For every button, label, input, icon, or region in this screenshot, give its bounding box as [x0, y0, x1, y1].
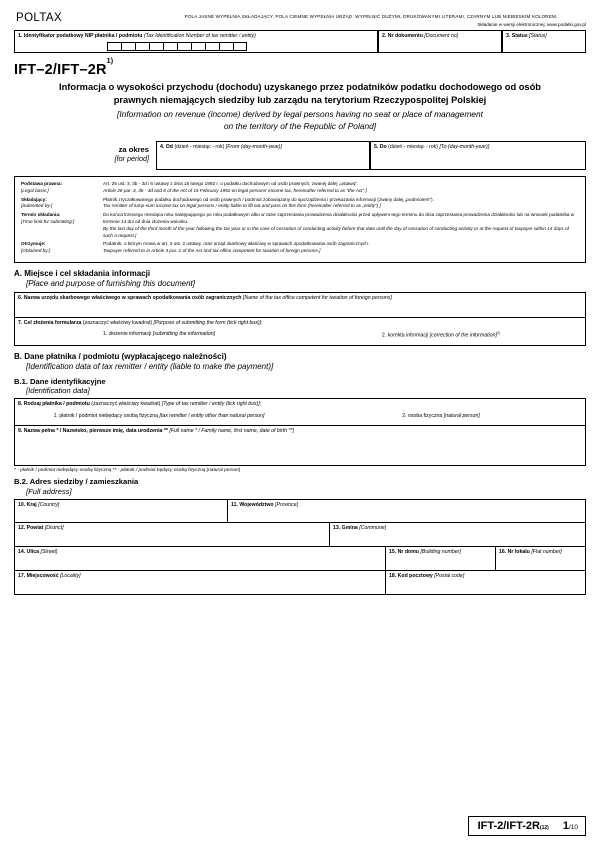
- legal-value-en: By the last day of the third month of the year following the tax year or in the case of cessation of conducting activity before that date until the day of cessation of conducting activity or at the request of taxpayer within 14 days of such a request.]: [103, 225, 569, 238]
- field-13-label: [333, 525, 582, 532]
- legal-value: [103, 212, 579, 241]
- section-b1-heading: [14, 377, 586, 397]
- nip-box[interactable]: [121, 42, 135, 51]
- nip-box[interactable]: [233, 42, 247, 51]
- title-en-line-2: on the territory of the Republic of Poland]: [223, 121, 377, 132]
- field-7-option-2-footnote: 2): [496, 331, 501, 336]
- field-18-label: [389, 573, 582, 580]
- field-7-hint: (zaznaczyć właściwy kwadrat): [82, 319, 153, 326]
- field-8-option-2[interactable]: [300, 413, 582, 419]
- legal-row: [21, 241, 579, 257]
- section-b-heading: [14, 352, 586, 373]
- field-9-footnote: [14, 468, 586, 473]
- field-9-full-name[interactable]: [14, 426, 586, 466]
- field-17-locality[interactable]: [14, 571, 386, 595]
- field-7-option-1[interactable]: [18, 331, 300, 339]
- nip-box[interactable]: [191, 42, 205, 51]
- field-13-commune[interactable]: [330, 523, 586, 547]
- field-7-purpose[interactable]: [14, 318, 586, 346]
- legal-key-pl: Podstawa prawna:: [21, 180, 63, 186]
- document-number-label: [382, 33, 498, 40]
- e-submission-note: Składanie w wersji elektronicznej: www.podatki.gov.pl: [477, 22, 586, 27]
- footer-form-identifier: [468, 816, 586, 836]
- field-15-label-pl: 15. Nr domu: [389, 549, 419, 556]
- form-code-text: IFT–2/IFT–2R: [14, 62, 107, 78]
- field-7-option-2-pl: 2. korekta informacji: [381, 333, 429, 340]
- field-17-label-en: [Locality]: [60, 573, 81, 580]
- field-18-label-en: [Postal code]: [434, 573, 465, 580]
- footer-page-number: [563, 820, 578, 832]
- nip-field[interactable]: [14, 30, 378, 53]
- field-7-option-1-en: [submitting the information]: [152, 331, 216, 338]
- field-8-option-1-en: [tax remitter / entity other than natural person]: [159, 412, 265, 419]
- legal-row: [21, 197, 579, 213]
- field-8-remitter-type[interactable]: [14, 398, 586, 426]
- legal-key-en: [Submitted by:]: [21, 203, 53, 209]
- field-11-province[interactable]: [228, 499, 586, 523]
- legal-value: [103, 181, 579, 197]
- field-7-option-1-pl: 1. złożenie informacji: [102, 331, 152, 338]
- section-b1-title-en: [Identification data]: [26, 386, 90, 396]
- nip-label-pl: 1. Identyfikator podatkowy NIP płatnika / podmiotu: [18, 33, 143, 39]
- field-15-label: [389, 549, 492, 556]
- legal-key: [21, 197, 103, 213]
- status-field[interactable]: [502, 30, 586, 53]
- field-17-label: [18, 573, 382, 580]
- legal-basis-block: [14, 176, 586, 263]
- field-8-option-2-pl: 2. osoba fizyczna: [402, 412, 443, 419]
- field-10-label-pl: 10. Kraj: [18, 502, 37, 509]
- period-to-label-en: [To (day-month-year)]: [439, 143, 490, 150]
- field-9-label-pl: 9. Nazwa pełna * / Nazwisko, pierwsze imię, data urodzenia **: [18, 428, 168, 435]
- section-b2-title-pl: B.2. Adres siedziby / zamieszkania: [14, 477, 139, 487]
- field-8-label-pl: 8. Rodzaj płatnika / podmiotu: [18, 401, 90, 408]
- period-from-label-pl: 4. Od: [160, 143, 173, 150]
- status-label: [506, 33, 582, 40]
- legal-value-en: Tax remitter of lump-sum income tax on legal persons / entity liable to fill out and pass on this form (hereinafter referred to as „entity”).]: [103, 203, 381, 209]
- section-b2-heading: [14, 477, 586, 497]
- section-b1-title-pl: B.1. Dane identyfikacyjne: [14, 376, 106, 386]
- field-10-label: [18, 502, 224, 509]
- page-title: [14, 81, 586, 107]
- document-number-label-pl: 2. Nr dokumentu: [382, 33, 423, 39]
- page-header: [14, 10, 586, 27]
- identification-row: [14, 30, 586, 53]
- address-row-2: [14, 523, 586, 547]
- field-8-options: [18, 413, 582, 419]
- section-a-heading: [14, 269, 586, 290]
- field-8-option-2-en: [natural person]: [443, 412, 480, 419]
- legal-key-en: [Legal basis:]: [21, 187, 49, 193]
- period-to-hint: (dzień - miesiąc - rok): [388, 143, 439, 150]
- page-title-en: [14, 109, 586, 133]
- nip-box[interactable]: [135, 42, 149, 51]
- field-10-label-en: [Country]: [38, 502, 60, 509]
- title-en-line-1: [Information on revenue (income) derived by legal persons having no seat or place of management: [117, 109, 483, 120]
- period-from-label-en: [From (day-month-year)]: [225, 143, 282, 150]
- field-8-option-1-pl: 1. płatnik / podmiot niebędący osobą fizyczną: [53, 412, 158, 419]
- legal-value-en: Taxpayer referred to in Article 3 par. 2 of the Act and tax office competent for taxation of foreign persons.]: [103, 248, 321, 254]
- section-a-title-en: [Place and purpose of furnishing this document]: [26, 279, 195, 289]
- section-b-title-pl: B. Dane płatnika / podmiotu (wypłacającego należności): [14, 351, 227, 361]
- field-6-label: [18, 295, 582, 302]
- period-from-field[interactable]: [156, 141, 370, 170]
- field-7-option-2[interactable]: [300, 331, 582, 339]
- field-14-label-pl: 14. Ulica: [18, 549, 40, 556]
- footer-form-code: IFT-2/IFT-2R: [477, 820, 540, 832]
- nip-label-en: (Tax Identification Number of tax remitter / entity): [143, 33, 256, 39]
- legal-row: [21, 181, 579, 197]
- section-b2-title-en: [Full address]: [26, 487, 72, 497]
- field-6-label-pl: 6. Nazwa urzędu skarbowego właściwego w sprawach opodatkowania osób zagranicznych: [18, 294, 242, 301]
- fill-instructions: POLA JASNE WYPEŁNIA SKŁADAJĄCY, POLA CIEMNE WYPEŁNIA URZĄD. WYPEŁNIĆ DUŻYMI, DRUKOWANYMI LITERAMI, CZARNYM LUB NIEBIESKIM KOLOREM.: [184, 14, 558, 19]
- document-number-field[interactable]: [378, 30, 502, 53]
- legal-key: [21, 181, 103, 197]
- field-12-district[interactable]: [14, 523, 330, 547]
- period-from-label: [160, 144, 366, 151]
- field-16-label-en: [Flat number]: [531, 549, 562, 556]
- period-to-label: [374, 144, 582, 151]
- status-label-pl: 3. Status: [506, 33, 528, 39]
- field-15-label-en: [Building number]: [420, 549, 461, 556]
- page-footer: [14, 816, 586, 836]
- legal-value-pl: Płatnik zryczałtowanego podatku dochodowego od osób prawnych / podmiot zobowiązany do sporządzenia i przekazania informacji (zwany dalej „podmiotem”).: [103, 196, 434, 202]
- field-12-label-pl: 12. Powiat: [18, 525, 44, 532]
- field-7-option-2-en: [correction of the information]: [429, 333, 497, 340]
- field-9-label-en: [Full name * / Family name, first name, date of birth **]: [169, 428, 294, 435]
- nip-box[interactable]: [149, 42, 163, 51]
- field-16-label-pl: 16. Nr lokalu: [499, 549, 530, 556]
- field-9-footnote-text: * - płatnik / podmiot niebędący osobą fizyczną ** - płatnik / podmiot będący osobą fizyczną: [14, 468, 206, 474]
- nip-character-boxes[interactable]: [107, 42, 247, 51]
- status-label-en: [Status]: [529, 33, 547, 39]
- field-8-hint: (zaznaczyć właściwy kwadrat): [91, 401, 161, 408]
- field-7-options: [18, 331, 582, 339]
- period-to-field[interactable]: [370, 141, 586, 170]
- legal-key: [21, 241, 103, 257]
- document-number-label-en: [Document no]: [424, 33, 459, 39]
- field-6-label-en: [Name of the tax office competent for taxation of foreign persons]: [242, 294, 392, 301]
- legal-basis-table: [21, 181, 579, 257]
- field-11-label: [231, 502, 582, 509]
- field-8-option-1[interactable]: [18, 413, 300, 419]
- field-8-label: [18, 401, 582, 408]
- field-6-tax-office[interactable]: [14, 292, 586, 318]
- nip-box[interactable]: [163, 42, 177, 51]
- field-16-flat-number[interactable]: [496, 547, 586, 571]
- field-10-country[interactable]: [14, 499, 228, 523]
- footer-page-total: /10: [568, 824, 578, 831]
- address-row-4: [14, 571, 586, 595]
- section-b-title-en: [Identification data of tax remitter / entity (liable to make the payment)]: [26, 362, 274, 372]
- form-content: [14, 10, 586, 595]
- field-17-label-pl: 17. Miejscowość: [18, 573, 59, 580]
- legal-key-pl: Termin składania:: [21, 212, 61, 218]
- period-row: [14, 141, 586, 170]
- field-13-label-pl: 13. Gmina: [333, 525, 358, 532]
- field-11-label-en: [Province]: [275, 502, 299, 509]
- field-14-street[interactable]: [14, 547, 386, 571]
- field-7-label: [18, 320, 582, 327]
- legal-value-pl: Art. 26 ust. 3, 3b - 3d i 6 ustawy z dnia 15 lutego 1992 r. o podatku dochodowym od osób prawnych, zwanej dalej „ustawą”.: [103, 180, 359, 186]
- nip-box[interactable]: [107, 42, 121, 51]
- field-12-label-en: [District]: [44, 525, 64, 532]
- legal-value-pl: Do końca trzeciego miesiąca roku następującego po roku podatkowym albo w razie zaprzestania prowadzenia działalności przed upływem tego terminu do dnia zaprzestania prowadzenia działalności lub na wniosek podatnika w terminie 14 dni od dnia złożenia wniosku.: [103, 212, 575, 224]
- field-7-label-en: [Purpose of submitting the form (tick right box)]:: [153, 319, 263, 326]
- title-line-1: Informacja o wysokości przychodu (dochodu) uzyskanego przez podatników podatku dochodowego od osób: [59, 82, 541, 92]
- field-11-label-pl: 11. Województwo: [231, 502, 274, 509]
- legal-key: [21, 212, 103, 241]
- section-a-title-pl: A. Miejsce i cel składania informacji: [14, 269, 151, 279]
- period-label-pl: za okres: [118, 144, 149, 154]
- field-14-label-en: [Street]: [40, 549, 58, 556]
- field-7-label-pl: 7. Cel złożenia formularza: [18, 319, 82, 326]
- legal-key-en: [Obtained by:]: [21, 248, 51, 254]
- footer-version: (12): [539, 825, 549, 831]
- field-14-label: [18, 549, 382, 556]
- poltax-logo: POLTAX: [16, 12, 63, 24]
- address-row-3: [14, 547, 586, 571]
- nip-box[interactable]: [177, 42, 191, 51]
- field-16-label: [499, 549, 582, 556]
- field-18-label-pl: 18. Kod pocztowy: [389, 573, 433, 580]
- field-12-label: [18, 525, 326, 532]
- legal-key-en: [Time limit for submitting:]: [21, 218, 75, 224]
- legal-value-pl: Podatnik, o którym mowa w art. 3 ust. 2 ustawy, oraz urząd skarbowy właściwy w sprawach opodatkowania osób zagranicznych.: [103, 241, 370, 247]
- period-to-label-pl: 5. Do: [374, 143, 387, 150]
- nip-box[interactable]: [205, 42, 219, 51]
- field-18-postal-code[interactable]: [386, 571, 586, 595]
- address-row-1: [14, 499, 586, 523]
- title-line-2: prawnych niemających siedziby lub zarządu na terytorium Rzeczypospolitej Polskiej: [113, 95, 487, 106]
- field-15-building-number[interactable]: [386, 547, 496, 571]
- field-8-label-en: [Type of tax remitter / entity (tick right box)]:: [161, 401, 262, 408]
- legal-key-pl: Otrzymuje:: [21, 241, 46, 247]
- header-notes: [156, 10, 586, 27]
- form-code-footnote: 1): [106, 58, 114, 66]
- nip-label: [18, 33, 374, 40]
- period-from-hint: (dzień - miesiąc - rok): [174, 143, 225, 150]
- period-label: [14, 141, 156, 170]
- footer-page-current: 1: [562, 820, 569, 832]
- legal-value-en: Article 26 par. 3, 3b - 3d and 6 of the Act of 15 February 1992 on legal persons' income tax, hereinafter referred to as "the Act".]: [103, 187, 367, 193]
- legal-key-pl: Składający:: [21, 196, 47, 202]
- legal-value: [103, 241, 579, 257]
- form-code-title: [14, 58, 586, 78]
- legal-value: [103, 197, 579, 213]
- period-label-en: [for period]: [114, 153, 149, 163]
- legal-row: [21, 212, 579, 241]
- field-13-label-en: [Commune]: [359, 525, 387, 532]
- nip-box[interactable]: [219, 42, 233, 51]
- field-9-label: [18, 428, 582, 435]
- field-9-footnote-en: [natural person]: [206, 468, 241, 474]
